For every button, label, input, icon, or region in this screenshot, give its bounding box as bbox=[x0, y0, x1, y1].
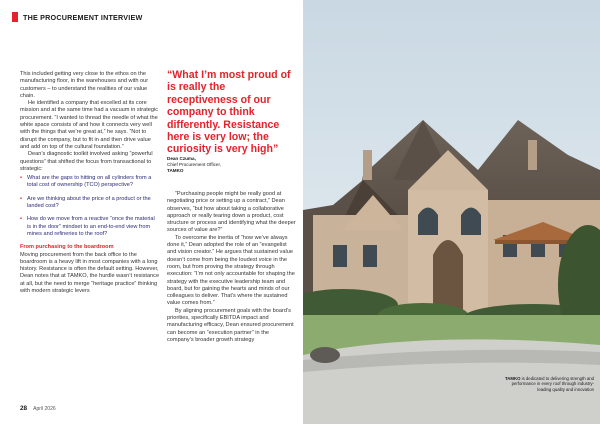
section-header bbox=[12, 12, 142, 22]
bullet-icon: • bbox=[20, 195, 22, 202]
attribution-role: Chief Procurement Officer, bbox=[167, 161, 222, 167]
caption-text: is dedicated to delivering strength and performance in every roof through industry-leading quality and innovation bbox=[511, 376, 594, 392]
paragraph: This included getting very close to the ethos on the manufacturing floor, in the warehouses and with our customers – to understand the realities of our value chain. bbox=[20, 71, 149, 99]
pull-quote: “What I’m most proud of is really the receptiveness of our company to think differently. Resistance here is very low; the curiosity is very high” bbox=[167, 69, 291, 156]
photo-caption bbox=[500, 376, 594, 392]
header-accent-bar bbox=[12, 12, 18, 22]
house-photo bbox=[303, 0, 600, 424]
list-item-text: How do we move from a reactive “once the material is in the door” mindset to an end-to-end view from mines and refineries to the roof? bbox=[27, 216, 155, 237]
list-item bbox=[20, 196, 160, 211]
house-illustration bbox=[303, 0, 600, 424]
paragraph: To overcome the inertia of “how we’ve always done it,” Dean adopted the role of an “evangelist and vision creator.” He argues that sustained value doesn’t come from being the loudest voice in the room, but from proving the strategy through execution: “I’m not only accountable for shaping the strategy with the executive leadership team and board, but for gaining the hearts and minds of our colleagues to deliver. That’s where the sustained value comes from.” bbox=[167, 234, 295, 307]
bullet-icon: • bbox=[20, 216, 22, 223]
bullet-icon: • bbox=[20, 175, 22, 182]
attribution-name: Dean Czuma, bbox=[167, 156, 196, 161]
page-footer bbox=[20, 405, 56, 412]
question-list bbox=[20, 175, 160, 238]
subheading: From purchasing to the boardroom bbox=[20, 244, 114, 251]
attribution-company: TAMKO bbox=[167, 167, 184, 173]
caption-brand: TAMKO bbox=[504, 376, 521, 381]
paragraph: Dean’s diagnostic toolkit involved asking “powerful questions” that shifted the focus from transactional to strategic: bbox=[20, 151, 153, 172]
list-item-text: Are we thinking about the price of a product or the landed cost? bbox=[27, 195, 151, 210]
list-item-text: What are the gaps to hitting on all cylinders from a total cost of ownership (TCO) perspective? bbox=[27, 175, 152, 189]
issue-date: April 2026 bbox=[33, 406, 56, 412]
quote-attribution bbox=[167, 156, 221, 173]
paragraph: Moving procurement from the back office to the boardroom is a heavy lift in most companies with a long history. Resistance is often the default setting. However, Dean notes that at TAMKO, the hurdle wasn’t resistance at all, but the need to merge “heritage practice” thinking with modern strategic levers bbox=[20, 251, 160, 295]
page-number: 28 bbox=[20, 405, 28, 412]
list-item bbox=[20, 175, 160, 190]
section-title: THE PROCUREMENT INTERVIEW bbox=[23, 12, 143, 22]
paragraph: By aligning procurement goals with the board’s priorities, specifically EBITDA impact and manufacturing efficacy, Dean ensured procurement can become an “execution partner” in the company’s broader growth strategy bbox=[167, 307, 294, 343]
article-column-middle bbox=[167, 191, 297, 344]
list-item bbox=[20, 216, 160, 238]
article-column-left bbox=[20, 71, 160, 295]
paragraph: “Purchasing people might be really good at negotiating price or setting up a contract,” Dean observes, “but how about taking a collaborative approach or really tearing down a product, cost structure or process and identifying what the deeper sources of value are?” bbox=[167, 191, 296, 234]
paragraph: He identified a company that excelled at its core mission and at the same time had a vacuum in strategic procurement. “I wanted to thread the needle of what the white space consists of and how it connects very well with the things that we’re great at,” he says. “Not to disrupt the company, but to fit in and then drive value and add on top of the cultural foundation.” bbox=[20, 100, 159, 150]
